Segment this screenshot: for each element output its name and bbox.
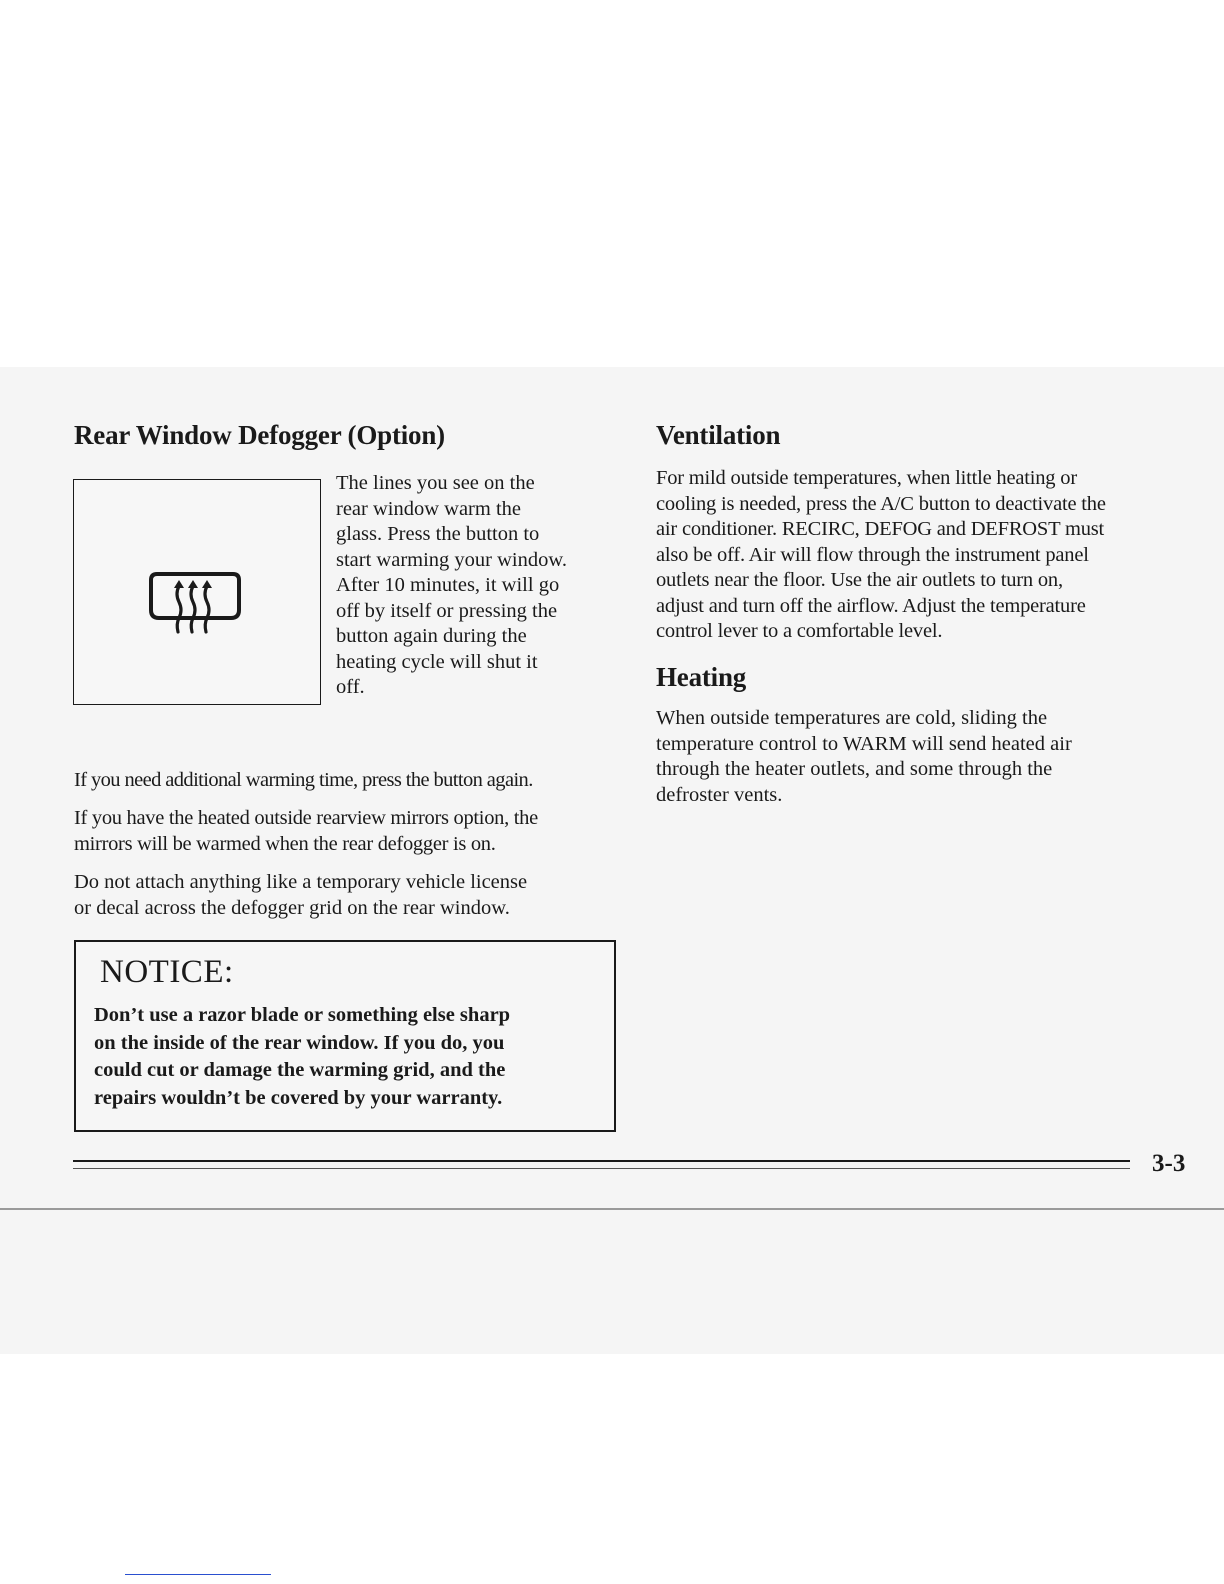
heating-heading: Heating	[656, 662, 747, 692]
attach-warning-paragraph	[74, 870, 619, 921]
notice-text	[94, 1002, 599, 1112]
notice-box	[74, 940, 616, 1132]
rear-defogger-heading: Rear Window Defogger (Option)	[74, 420, 445, 450]
notice-line: repairs wouldn’t be covered by your warranty.	[94, 1086, 503, 1109]
ventilation-line: air conditioner. RECIRC, DEFOG and DEFROST must	[656, 518, 1105, 540]
intro-line: glass. Press the button to	[336, 523, 540, 545]
heating-paragraph	[656, 706, 1201, 808]
heating-line: temperature control to WARM will send heated air	[656, 732, 1072, 755]
notice-title: NOTICE:	[100, 954, 234, 990]
attach-line: or decal across the defogger grid on the rear window.	[74, 896, 510, 919]
intro-line: off by itself or pressing the	[336, 599, 558, 622]
ventilation-line: also be off. Air will flow through the instrument panel	[656, 543, 1089, 566]
mirrors-paragraph	[74, 806, 619, 857]
intro-line: After 10 minutes, it will go	[336, 574, 560, 596]
heating-line: When outside temperatures are cold, sliding the	[656, 707, 1048, 729]
defogger-icon-box	[73, 479, 321, 705]
ventilation-paragraph	[656, 466, 1201, 645]
mirrors-line: If you have the heated outside rearview mirrors option, the	[74, 807, 538, 829]
ventilation-line: For mild outside temperatures, when little heating or	[656, 467, 1077, 489]
ventilation-line: control lever to a comfortable level.	[656, 620, 943, 642]
intro-line: heating cycle will shut it	[336, 650, 538, 673]
notice-line: on the inside of the rear window. If you do, you	[94, 1031, 505, 1054]
mirrors-line: mirrors will be warmed when the rear defogger is on.	[74, 832, 496, 855]
intro-line: off.	[336, 676, 365, 698]
defogger-intro	[336, 471, 606, 701]
heating-line: through the heater outlets, and some through the	[656, 758, 1053, 780]
intro-line: The lines you see on the	[336, 472, 535, 494]
ventilation-heading: Ventilation	[656, 420, 781, 450]
page-bottom-rule	[0, 1208, 1224, 1210]
notice-line: Don’t use a razor blade or something else sharp	[94, 1004, 511, 1026]
footer-rule-thin	[73, 1168, 1130, 1169]
intro-line: button again during the	[336, 625, 527, 647]
warming-time-paragraph: If you need additional warming time, press the button again.	[74, 769, 533, 791]
ventilation-line: adjust and turn off the airflow. Adjust the temperature	[656, 594, 1086, 617]
intro-line: start warming your window.	[336, 548, 567, 571]
intro-line: rear window warm the	[336, 497, 522, 520]
page-number: 3-3	[1152, 1150, 1186, 1177]
heating-line: defroster vents.	[656, 783, 783, 806]
ventilation-line: cooling is needed, press the A/C button to deactivate the	[656, 492, 1106, 515]
attach-line: Do not attach anything like a temporary vehicle license	[74, 871, 528, 893]
ventilation-line: outlets near the floor. Use the air outlets to turn on,	[656, 569, 1063, 591]
blue-underline-mark	[125, 1574, 271, 1575]
rear-defogger-icon	[145, 568, 245, 640]
footer-rule	[73, 1160, 1130, 1162]
notice-line: could cut or damage the warming grid, and the	[94, 1059, 506, 1081]
